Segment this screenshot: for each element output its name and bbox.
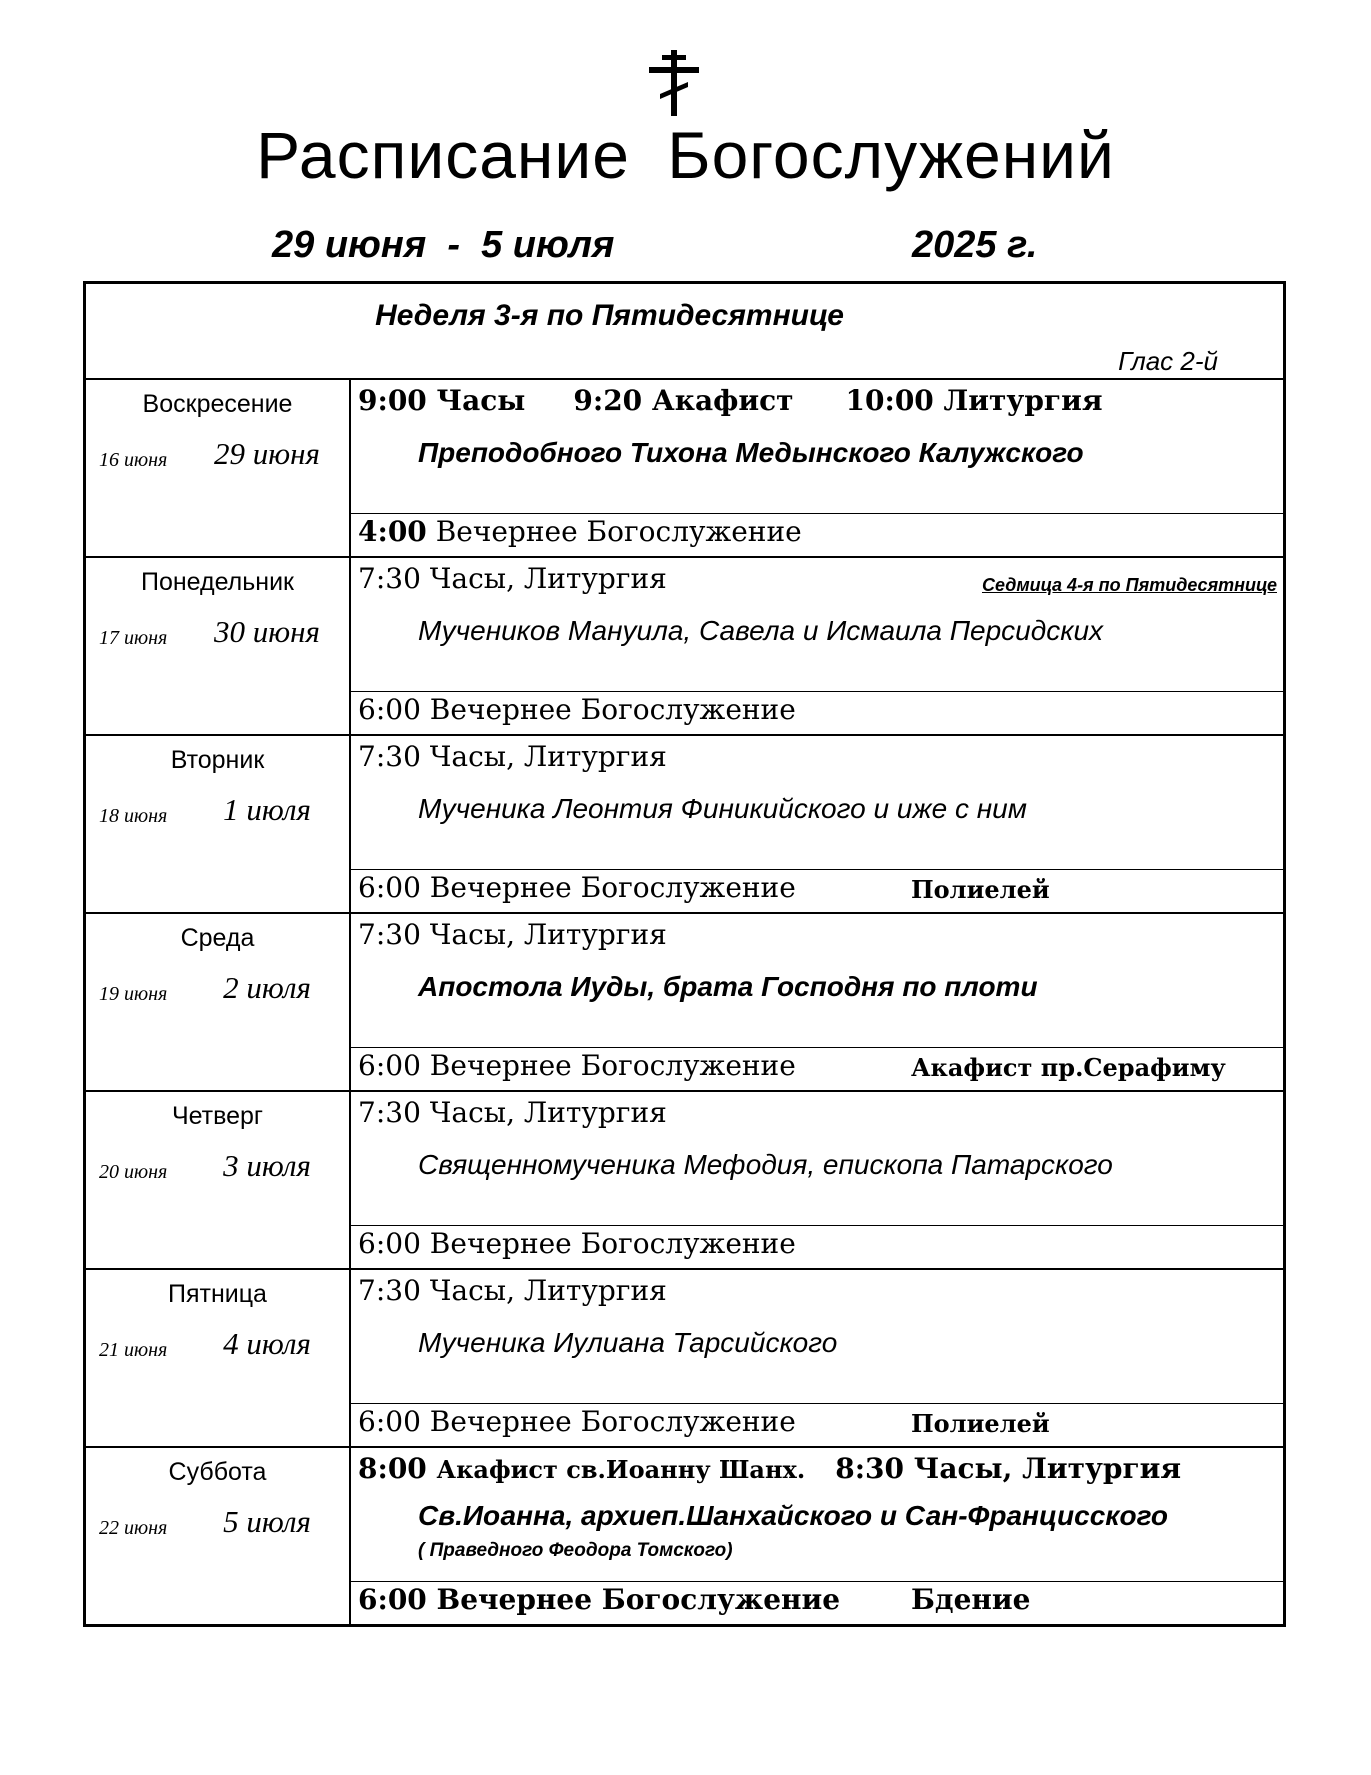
- saint-commemoration: Мученика Иулиана Тарсийского: [418, 1327, 838, 1358]
- year-label: 2025 г.: [912, 224, 1038, 266]
- day-cell: [85, 1269, 351, 1447]
- evening-time: 6:00: [358, 1405, 421, 1438]
- evening-time: 6:00: [358, 693, 421, 726]
- service-label: Часы: [436, 384, 526, 417]
- day-cell: [85, 379, 351, 557]
- saint-commemoration: Св.Иоанна, архиеп.Шанхайского и Сан-Францисского: [418, 1500, 1168, 1531]
- evening-label: Вечернее Богослужение: [429, 1405, 796, 1438]
- day-name: Четверг: [171, 1102, 264, 1130]
- new-style-date: 4 июля: [223, 1326, 311, 1361]
- evening-line: [358, 515, 802, 548]
- day-row: [85, 557, 1285, 735]
- day-cell: [85, 1447, 351, 1626]
- evening-label: Вечернее Богослужение: [429, 693, 796, 726]
- services-cell: [350, 557, 1285, 735]
- evening-label: Вечернее Богослужение: [429, 1049, 796, 1082]
- services-cell: [350, 1269, 1285, 1447]
- services-cell: [350, 379, 1285, 557]
- evening-time: 6:00: [358, 871, 421, 904]
- day-cell: [85, 735, 351, 913]
- day-row: [85, 1447, 1285, 1626]
- services-cell: [350, 1447, 1285, 1626]
- day-name: Среда: [180, 924, 255, 952]
- evening-label: Вечернее Богослужение: [436, 1583, 841, 1616]
- sedmica-label: Седмица 4-я по Пятидесятнице: [981, 575, 1277, 595]
- new-style-date: 1 июля: [223, 792, 311, 827]
- old-style-date: 19 июня: [99, 983, 168, 1005]
- evening-service: [351, 1404, 1283, 1444]
- evening-time: 6:00: [358, 1227, 421, 1260]
- evening-label: Вечернее Богослужение: [435, 515, 802, 548]
- day-row: [85, 735, 1285, 913]
- saint-secondary: ( Праведного Феодора Томского): [418, 1540, 733, 1561]
- morning-line: 7:30 Часы, Литургия: [358, 918, 667, 951]
- services-cell: [350, 1091, 1285, 1269]
- week-header: [85, 283, 1285, 380]
- old-style-date: 20 июня: [99, 1161, 168, 1183]
- day-name: Воскресение: [142, 390, 293, 418]
- day-name: Вторник: [170, 746, 265, 774]
- evening-time: 4:00: [358, 515, 427, 548]
- week-header-row: [85, 283, 1285, 380]
- services-cell: [350, 735, 1285, 913]
- new-style-date: 3 июля: [223, 1148, 311, 1183]
- morning-services: [351, 1448, 1283, 1582]
- service-label: Часы, Литургия: [913, 1452, 1182, 1485]
- evening-service: [351, 1048, 1283, 1088]
- day-row: [85, 913, 1285, 1091]
- old-style-date: 16 июня: [99, 449, 168, 471]
- saint-commemoration: Священномученика Мефодия, епископа Патарского: [418, 1149, 1113, 1180]
- service-label: Акафист: [651, 384, 794, 417]
- evening-service: [351, 692, 1283, 732]
- evening-label: Вечернее Богослужение: [429, 1227, 796, 1260]
- evening-line: [358, 1583, 841, 1616]
- service-label: Акафист св.Иоанну Шанх.: [436, 1455, 806, 1484]
- morning-line: [358, 1452, 1182, 1485]
- new-style-date: 29 июня: [214, 436, 320, 471]
- evening-note: Полиелей: [911, 875, 1050, 904]
- evening-time: 6:00: [358, 1583, 427, 1616]
- evening-note: Полиелей: [911, 1409, 1050, 1438]
- date-range: 29 июня - 5 июля: [272, 224, 615, 266]
- saint-commemoration: Апостола Иуды, брата Господня по плоти: [418, 971, 1038, 1002]
- morning-services: [351, 914, 1283, 1048]
- saint-commemoration: Мучеников Мануила, Савела и Исмаила Персидских: [418, 615, 1104, 646]
- day-name: Пятница: [168, 1280, 267, 1308]
- evening-line: [358, 693, 796, 726]
- morning-line: 7:30 Часы, Литургия: [358, 1274, 667, 1307]
- new-style-date: 2 июля: [223, 970, 311, 1005]
- evening-line: [358, 1405, 796, 1438]
- evening-line: [358, 1227, 796, 1260]
- orthodox-cross-icon: [646, 50, 702, 116]
- page-title: Расписание Богослужений: [256, 118, 1115, 192]
- evening-note: Бдение: [911, 1583, 1031, 1616]
- day-cell: [85, 557, 351, 735]
- evening-time: 6:00: [358, 1049, 421, 1082]
- morning-services: [351, 736, 1283, 870]
- old-style-date: 22 июня: [99, 1517, 168, 1539]
- morning-line: [358, 384, 1103, 417]
- day-cell: [85, 913, 351, 1091]
- day-name: Суббота: [168, 1458, 267, 1486]
- services-cell: [350, 913, 1285, 1091]
- day-name: Понедельник: [140, 568, 294, 596]
- old-style-date: 17 июня: [99, 627, 168, 649]
- morning-line: 7:30 Часы, Литургия: [358, 562, 667, 595]
- morning-services: [351, 1270, 1283, 1404]
- saint-commemoration: Мученика Леонтия Финикийского и иже с ним: [418, 793, 1027, 824]
- service-time: 9:00: [358, 384, 427, 417]
- morning-services: [351, 1092, 1283, 1226]
- evening-service: [351, 1582, 1283, 1622]
- day-row: [85, 1091, 1285, 1269]
- evening-service: [351, 870, 1283, 910]
- glas-label: Глас 2-й: [1118, 346, 1218, 376]
- service-time: 8:00: [358, 1452, 427, 1485]
- evening-label: Вечернее Богослужение: [429, 871, 796, 904]
- new-style-date: 5 июля: [223, 1504, 311, 1539]
- day-cell: [85, 1091, 351, 1269]
- morning-services: [351, 380, 1283, 514]
- morning-line: 7:30 Часы, Литургия: [358, 1096, 667, 1129]
- old-style-date: 18 июня: [99, 805, 168, 827]
- old-style-date: 21 июня: [99, 1339, 168, 1361]
- schedule-table: [83, 281, 1286, 1627]
- day-row: [85, 379, 1285, 557]
- service-time: 10:00: [845, 384, 934, 417]
- week-title: Неделя 3-я по Пятидесятнице: [375, 299, 844, 332]
- day-row: [85, 1269, 1285, 1447]
- saint-commemoration: Преподобного Тихона Медынского Калужского: [418, 437, 1084, 468]
- evening-service: [351, 1226, 1283, 1266]
- evening-note: Акафист пр.Серафиму: [911, 1053, 1226, 1082]
- morning-services: [351, 558, 1283, 692]
- service-label: Литургия: [943, 384, 1103, 417]
- new-style-date: 30 июня: [214, 614, 320, 649]
- evening-service: [351, 514, 1283, 554]
- evening-line: [358, 1049, 796, 1082]
- morning-line: 7:30 Часы, Литургия: [358, 740, 667, 773]
- service-time: 9:20: [573, 384, 643, 417]
- evening-line: [358, 871, 796, 904]
- service-time: 8:30: [835, 1452, 905, 1485]
